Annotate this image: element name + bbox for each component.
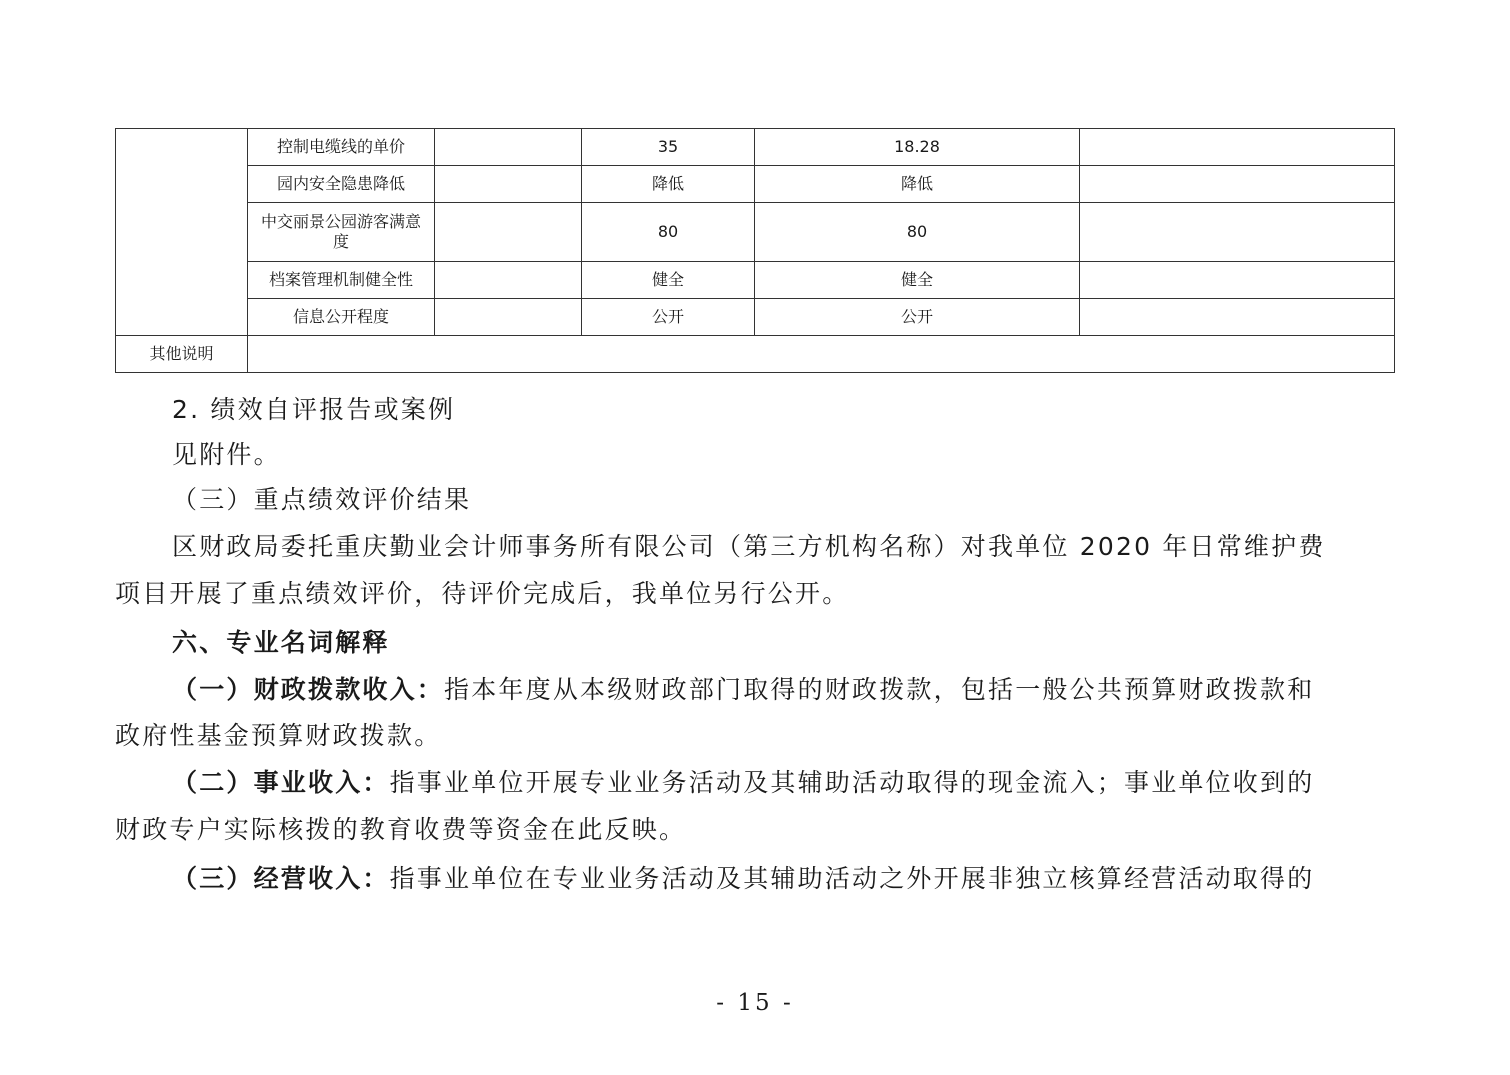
- target-value-cell: 35: [582, 129, 755, 166]
- target-value-cell: 降低: [582, 166, 755, 203]
- section2-heading: 2. 绩效自评报告或案例: [172, 395, 456, 424]
- term1-definition: 指本年度从本级财政部门取得的财政拨款，包括一般公共预算财政拨款和: [444, 675, 1315, 704]
- term2-definition: 指事业单位开展专业业务活动及其辅助活动取得的现金流入；事业单位收到的: [389, 768, 1315, 797]
- actual-value-cell: 降低: [755, 166, 1080, 203]
- term3-definition: 指事业单位在专业业务活动及其辅助活动之外开展非独立核算经营活动取得的: [389, 864, 1315, 893]
- section3-heading: （三）重点绩效评价结果: [172, 485, 472, 514]
- page-number: - 15 -: [716, 990, 794, 1016]
- term3-label: （三）经营收入：: [172, 864, 390, 893]
- target-value-cell: 健全: [582, 262, 755, 299]
- blank-cell: [435, 299, 582, 336]
- table-row: [116, 166, 1395, 203]
- table-row: [116, 262, 1395, 299]
- indicator-cell: 信息公开程度: [248, 299, 435, 336]
- blank-cell: [435, 129, 582, 166]
- term3-paragraph-line1: [172, 859, 1442, 895]
- indicator-cell: 控制电缆线的单价: [248, 129, 435, 166]
- note-cell: [1080, 262, 1395, 299]
- term2-paragraph-line2: 财政专户实际核拨的教育收费等资金在此反映。: [115, 815, 687, 844]
- table-cell-merged: [116, 129, 248, 336]
- other-notes-label: 其他说明: [116, 336, 248, 373]
- term2-paragraph-line1: [172, 763, 1442, 799]
- blank-cell: [435, 166, 582, 203]
- table-row: [116, 129, 1395, 166]
- section3-body-line1: 区财政局委托重庆勤业会计师事务所有限公司（第三方机构名称）对我单位 2020 年日常维护费: [172, 532, 1326, 561]
- actual-value-cell: 健全: [755, 262, 1080, 299]
- indicator-cell: 中交丽景公园游客满意度: [248, 203, 435, 262]
- term1-label: （一）财政拨款收入：: [172, 675, 445, 704]
- table-row: [116, 203, 1395, 262]
- target-value-cell: 80: [582, 203, 755, 262]
- blank-cell: [435, 203, 582, 262]
- table-row-other-notes: [116, 336, 1395, 373]
- performance-indicator-table: [115, 128, 1395, 373]
- note-cell: [1080, 166, 1395, 203]
- section3-body-line2: 项目开展了重点绩效评价，待评价完成后，我单位另行公开。: [115, 579, 850, 608]
- term1-paragraph-line1: [172, 670, 1442, 706]
- indicator-cell: 园内安全隐患降低: [248, 166, 435, 203]
- note-cell: [1080, 299, 1395, 336]
- section6-heading: 六、专业名词解释: [172, 628, 390, 657]
- actual-value-cell: 公开: [755, 299, 1080, 336]
- other-notes-value: [248, 336, 1395, 373]
- indicator-cell: 档案管理机制健全性: [248, 262, 435, 299]
- actual-value-cell: 18.28: [755, 129, 1080, 166]
- term1-paragraph-line2: 政府性基金预算财政拨款。: [115, 721, 442, 750]
- note-cell: [1080, 203, 1395, 262]
- table-row: [116, 299, 1395, 336]
- note-cell: [1080, 129, 1395, 166]
- actual-value-cell: 80: [755, 203, 1080, 262]
- term2-label: （二）事业收入：: [172, 768, 390, 797]
- target-value-cell: 公开: [582, 299, 755, 336]
- section2-body: 见附件。: [172, 440, 281, 469]
- blank-cell: [435, 262, 582, 299]
